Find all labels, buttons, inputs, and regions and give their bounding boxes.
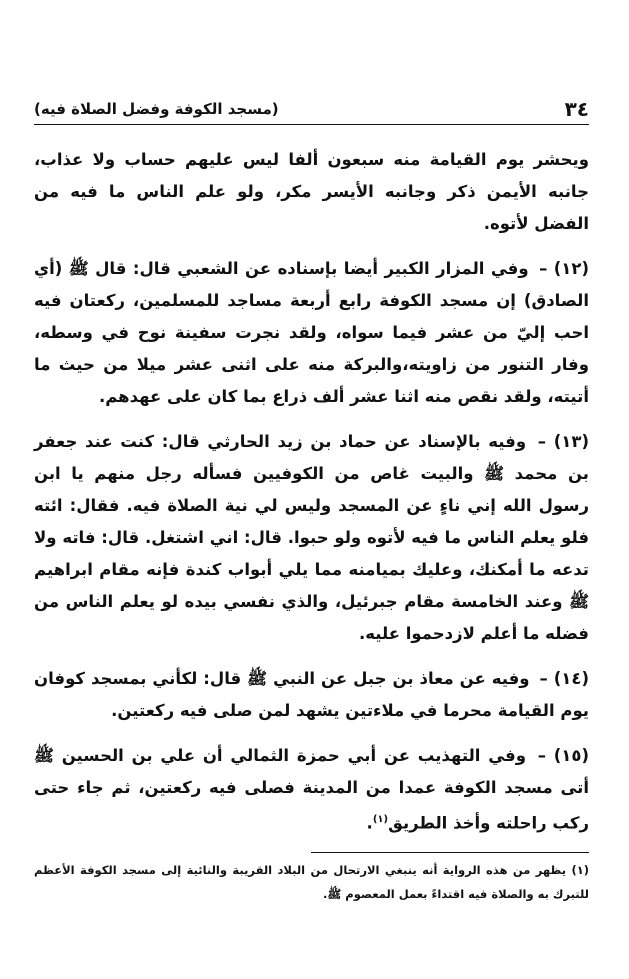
page-number: ٣٤: [564, 97, 589, 121]
paragraph-13: [34, 426, 589, 650]
footnote-text: (١) يظهر من هذه الرواية أنه ينبغي الارتحال من البلاد القريبة والنائية إلى مسجد الكوفة الأعظم للتبرك به والصلاة فيه اقتداءً بعمل المعصوم ﷺ.: [34, 863, 589, 901]
paragraph-end-mark: .: [366, 813, 373, 833]
paragraph-text: وفي التهذيب عن أبي حمزة الثمالي أن علي بن الحسين ﷺ أتى مسجد الكوفة عمدا من المدينة فصلى فيه ركعتين، ثم جاء حتى ركب راحلته وأخذ الطريق: [34, 746, 589, 833]
paragraph-text: وفيه عن معاذ بن جبل عن النبي ﷺ قال: لكأني بمسجد كوفان يوم القيامة محرما في ملاءتين يشهد لمن صلى فيه ركعتين.: [34, 669, 589, 720]
paragraph-continuation: [34, 144, 589, 240]
page-header: [34, 94, 589, 125]
paragraph-number: (١٤) –: [539, 669, 589, 688]
body-text: [34, 144, 589, 853]
paragraph-text: ويحشر يوم القيامة منه سبعون ألفا ليس عليهم حساب ولا عذاب، جانبه الأيمن ذكر وجانبه الأيسر مكر، ولو علم الناس ما فيه من الفضل لأتوه.: [34, 150, 589, 233]
paragraph-15: [34, 740, 589, 840]
running-title: (مسجد الكوفة وفضل الصلاة فيه): [34, 100, 279, 118]
paragraph-text: وفيه بالإسناد عن حماد بن زيد الحارثي قال: كنت عند جعفر بن محمد ﷺ والبيت غاص من الكوفيين فسأله رجل منهم يا ابن رسول الله إني ناءٍ عن المسجد وليس لي نية الصلاة فيه. فقال: ائته فلو يعلم الناس ما فيه لأتوه ولو حبوا. قال: اني اشتغل. قال: فاته ولا تدعه ما أمكنك، وعليك بميامنه مما يلي أبواب كندة فإنه مقام ابراهيم ﷺ وعند الخامسة مقام جبرئيل، والذي نفسي بيده لو يعلم الناس من فضله ما أعلم لازدحموا عليه.: [34, 432, 589, 643]
footnote-divider: [311, 852, 589, 853]
paragraph-12: [34, 253, 589, 413]
footnotes: [34, 858, 589, 906]
paragraph-number: (١٢) –: [539, 259, 589, 278]
paragraph-14: [34, 663, 589, 727]
paragraph-number: (١٣) –: [537, 432, 589, 451]
footnote-reference[interactable]: (١): [372, 814, 389, 825]
paragraph-number: (١٥) –: [537, 746, 589, 765]
footnote-1: [34, 858, 589, 906]
paragraph-text: وفي المزار الكبير أيضا بإسناده عن الشعبي قال: قال ﷺ (أي الصادق) إن مسجد الكوفة رابع أربعة مساجد للمسلمين، ركعتان فيه احب إليّ من عشر فيما سواه، ولقد نجرت سفينة نوح في وسطه، وفار التنور من زاويته،والبركة منه على اثنى عشر ميلا من حيث ما أتيته، ولقد نقص منه اثنا عشر ألف ذراع بما كان على عهدهم.: [34, 259, 589, 406]
